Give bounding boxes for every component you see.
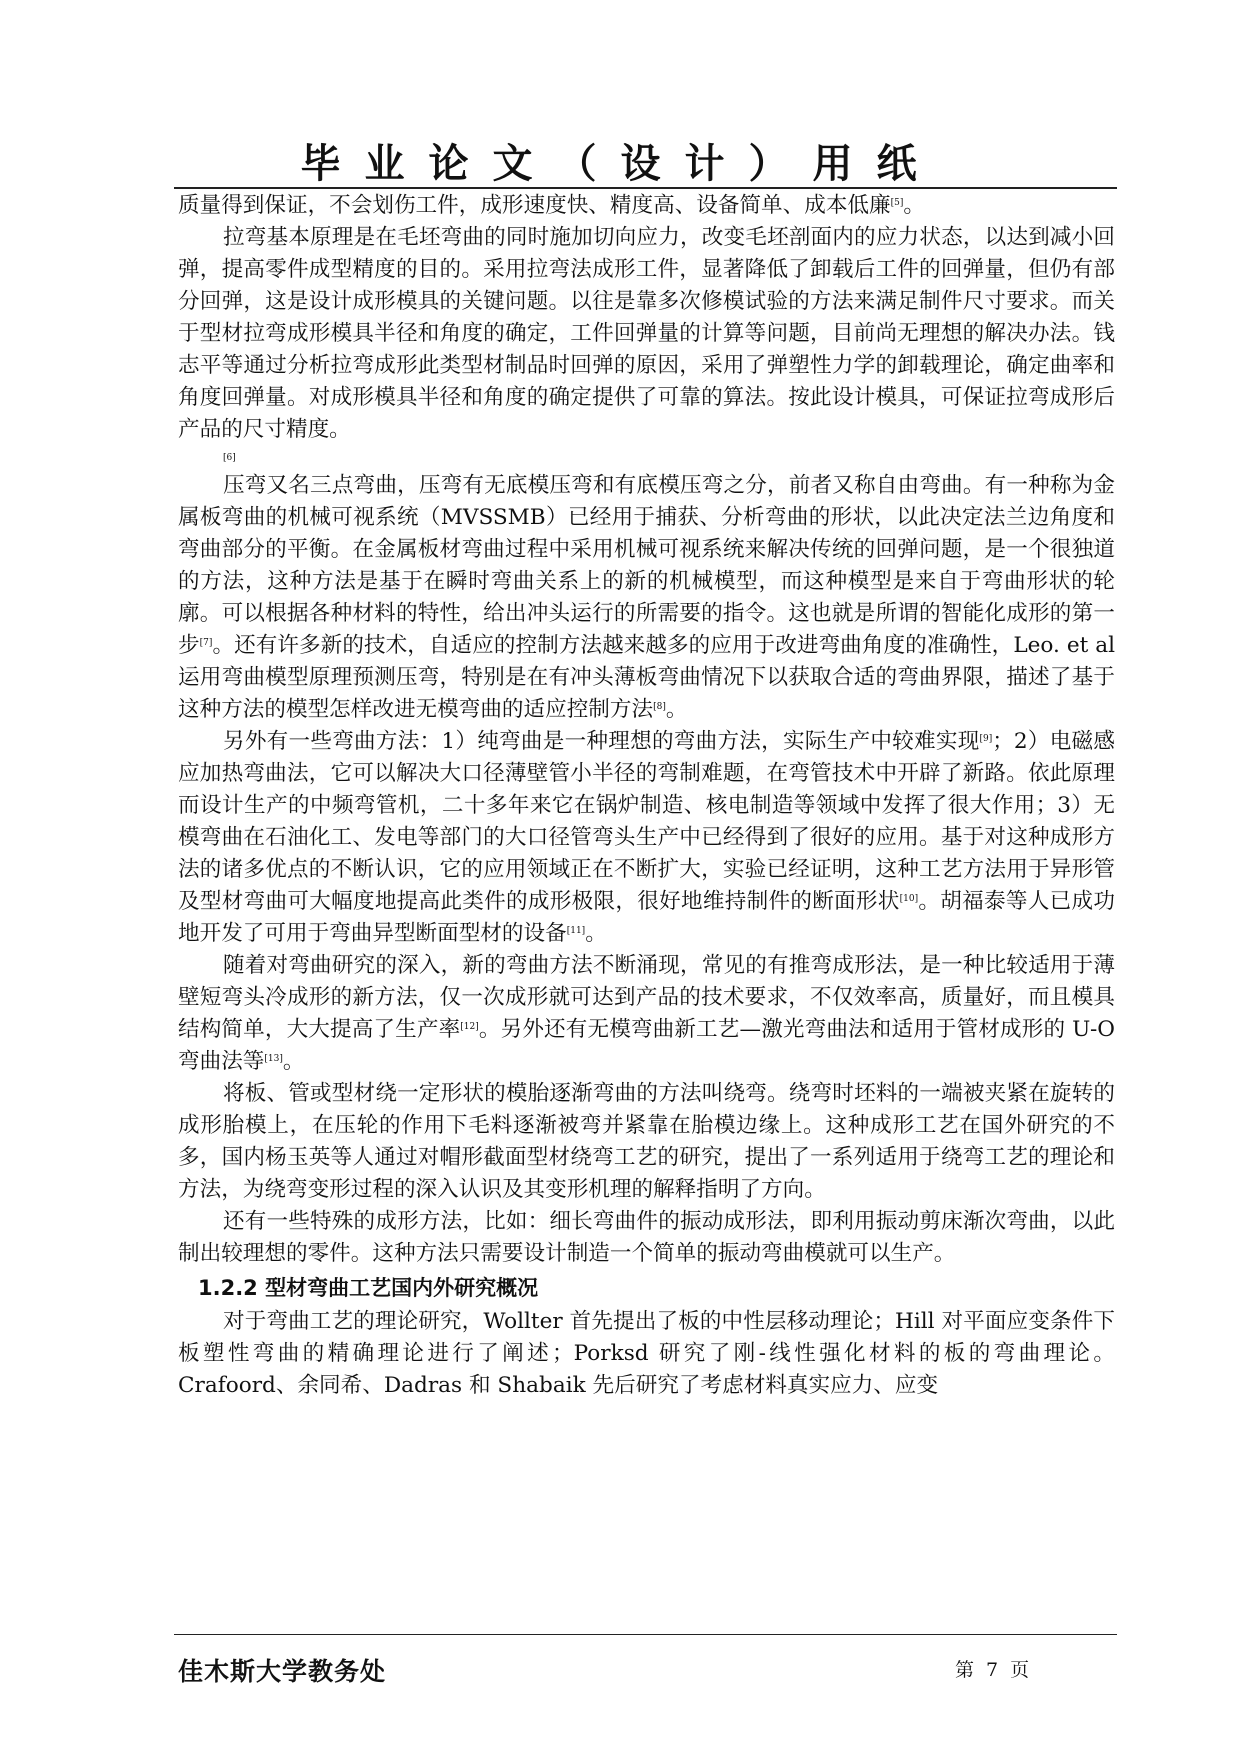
paragraph: 另外有一些弯曲方法：1）纯弯曲是一种理想的弯曲方法，实际生产中较难实现[9]；2）电磁感应加热弯曲法，它可以解决大口径薄壁管小半径的弯制难题，在弯管技术中开辟了新路。依此原理而设计生产的中频弯管机，二十多年来它在锅炉制造、核电制造等领域中发挥了很大作用；3）无模弯曲在石油化工、发电等部门的大口径管弯头生产中已经得到了很好的应用。基于对这种成形方法的诸多优点的不断认识，它的应用领域正在不断扩大，实验已经证明，这种工艺方法用于异形管及型材弯曲可大幅度地提高此类件的成形极限，很好地维持制件的断面形状[10]。胡福泰等人已成功地开发了可用于弯曲异型断面型材的设备[11]。 bbox=[178, 729, 1115, 946]
paragraph: 还有一些特殊的成形方法，比如：细长弯曲件的振动成形法，即利用振动剪床渐次弯曲，以此制出较理想的零件。这种方法只需要设计制造一个简单的振动弯曲模就可以生产。 bbox=[178, 1209, 1115, 1266]
paragraph: 压弯又名三点弯曲，压弯有无底模压弯和有底模压弯之分，前者又称自由弯曲。有一种称为金属板弯曲的机械可视系统（MVSSMB）已经用于捕获、分析弯曲的形状，以此决定法兰边角度和弯曲部分的平衡。在金属板材弯曲过程中采用机械可视系统来解决传统的回弹问题，是一个很独道的方法，这种方法是基于在瞬时弯曲关系上的新的机械模型，而这种模型是来自于弯曲形状的轮廓。可以根据各种材料的特性，给出冲头运行的所需要的指令。这也就是所谓的智能化成形的第一步[7]。还有许多新的技术，自适应的控制方法越来越多的应用于改进弯曲角度的准确性，Leo. et al 运用弯曲模型原理预测压弯，特别是在有冲头薄板弯曲情况下以获取合适的弯曲界限，描述了基于这种方法的模型怎样改进无模弯曲的适应控制方法[8]。 bbox=[178, 473, 1115, 722]
footer-organization: 佳木斯大学教务处 bbox=[178, 1657, 387, 1686]
citation: [13] bbox=[264, 1054, 283, 1064]
citation: [8] bbox=[653, 702, 666, 712]
paragraph: 拉弯基本原理是在毛坯弯曲的同时施加切向应力，改变毛坯剖面内的应力状态，以达到减小回弹，提高零件成型精度的目的。采用拉弯法成形工件，显著降低了卸载后工件的回弹量，但仍有部分回弹，这是设计成形模具的关键问题。以往是靠多次修模试验的方法来满足制件尺寸要求。而关于型材拉弯成形模具半径和角度的确定，工件回弹量的计算等问题，目前尚无理想的解决办法。钱志平等通过分析拉弯成形此类型材制品时回弹的原因，采用了弹塑性力学的卸载理论，确定曲率和角度回弹量。对成形模具半径和角度的确定提供了可靠的算法。按此设计模具，可保证拉弯成形后产品的尺寸精度。 [6] bbox=[178, 222, 1115, 470]
page-number: 第 7 页 bbox=[955, 1659, 1030, 1681]
citation: [12] bbox=[460, 1022, 479, 1032]
citation: [5] bbox=[890, 198, 904, 208]
document-body bbox=[178, 190, 1115, 1402]
paragraph: 对于弯曲工艺的理论研究，Wollter 首先提出了板的中性层移动理论；Hill 对平面应变条件下板塑性弯曲的精确理论进行了阐述；Porksd 研究了刚-线性强化材料的板的弯曲理论。Crafoord、余同希、Dadras 和 Shabaik 先后研究了考虑材料真实应力、应变 bbox=[178, 1309, 1115, 1398]
page-header-title: 毕业论文（设计）用纸 bbox=[300, 141, 941, 187]
header-rule bbox=[174, 187, 1117, 189]
paragraph: 质量得到保证，不会划伤工件，成形速度快、精度高、设备简单、成本低廉[5]。 bbox=[178, 193, 925, 218]
citation: [7] bbox=[199, 638, 213, 648]
paragraph: 将板、管或型材绕一定形状的模胎逐渐弯曲的方法叫绕弯。绕弯时坯料的一端被夹紧在旋转的成形胎模上，在压轮的作用下毛料逐渐被弯并紧靠在胎模边缘上。这种成形工艺在国外研究的不多，国内杨玉英等人通过对帽形截面型材绕弯工艺的研究，提出了一系列适用于绕弯工艺的理论和方法，为绕弯变形过程的深入认识及其变形机理的解释指明了方向。 bbox=[178, 1081, 1115, 1202]
citation: [11] bbox=[566, 926, 586, 936]
citation: [6] bbox=[223, 453, 236, 463]
citation: [9] bbox=[979, 734, 993, 744]
footer-rule bbox=[174, 1634, 1117, 1635]
citation: [10] bbox=[899, 894, 919, 904]
section-heading: 1.2.2 型材弯曲工艺国内外研究概况 bbox=[198, 1276, 539, 1300]
paragraph: 随着对弯曲研究的深入，新的弯曲方法不断涌现，常见的有推弯成形法，是一种比较适用于薄壁短弯头冷成形的新方法，仅一次成形就可达到产品的技术要求，不仅效率高，质量好，而且模具结构简单，大大提高了生产率[12]。另外还有无模弯曲新工艺—激光弯曲法和适用于管材成形的 U-O 弯曲法等[13]。 bbox=[178, 953, 1115, 1074]
